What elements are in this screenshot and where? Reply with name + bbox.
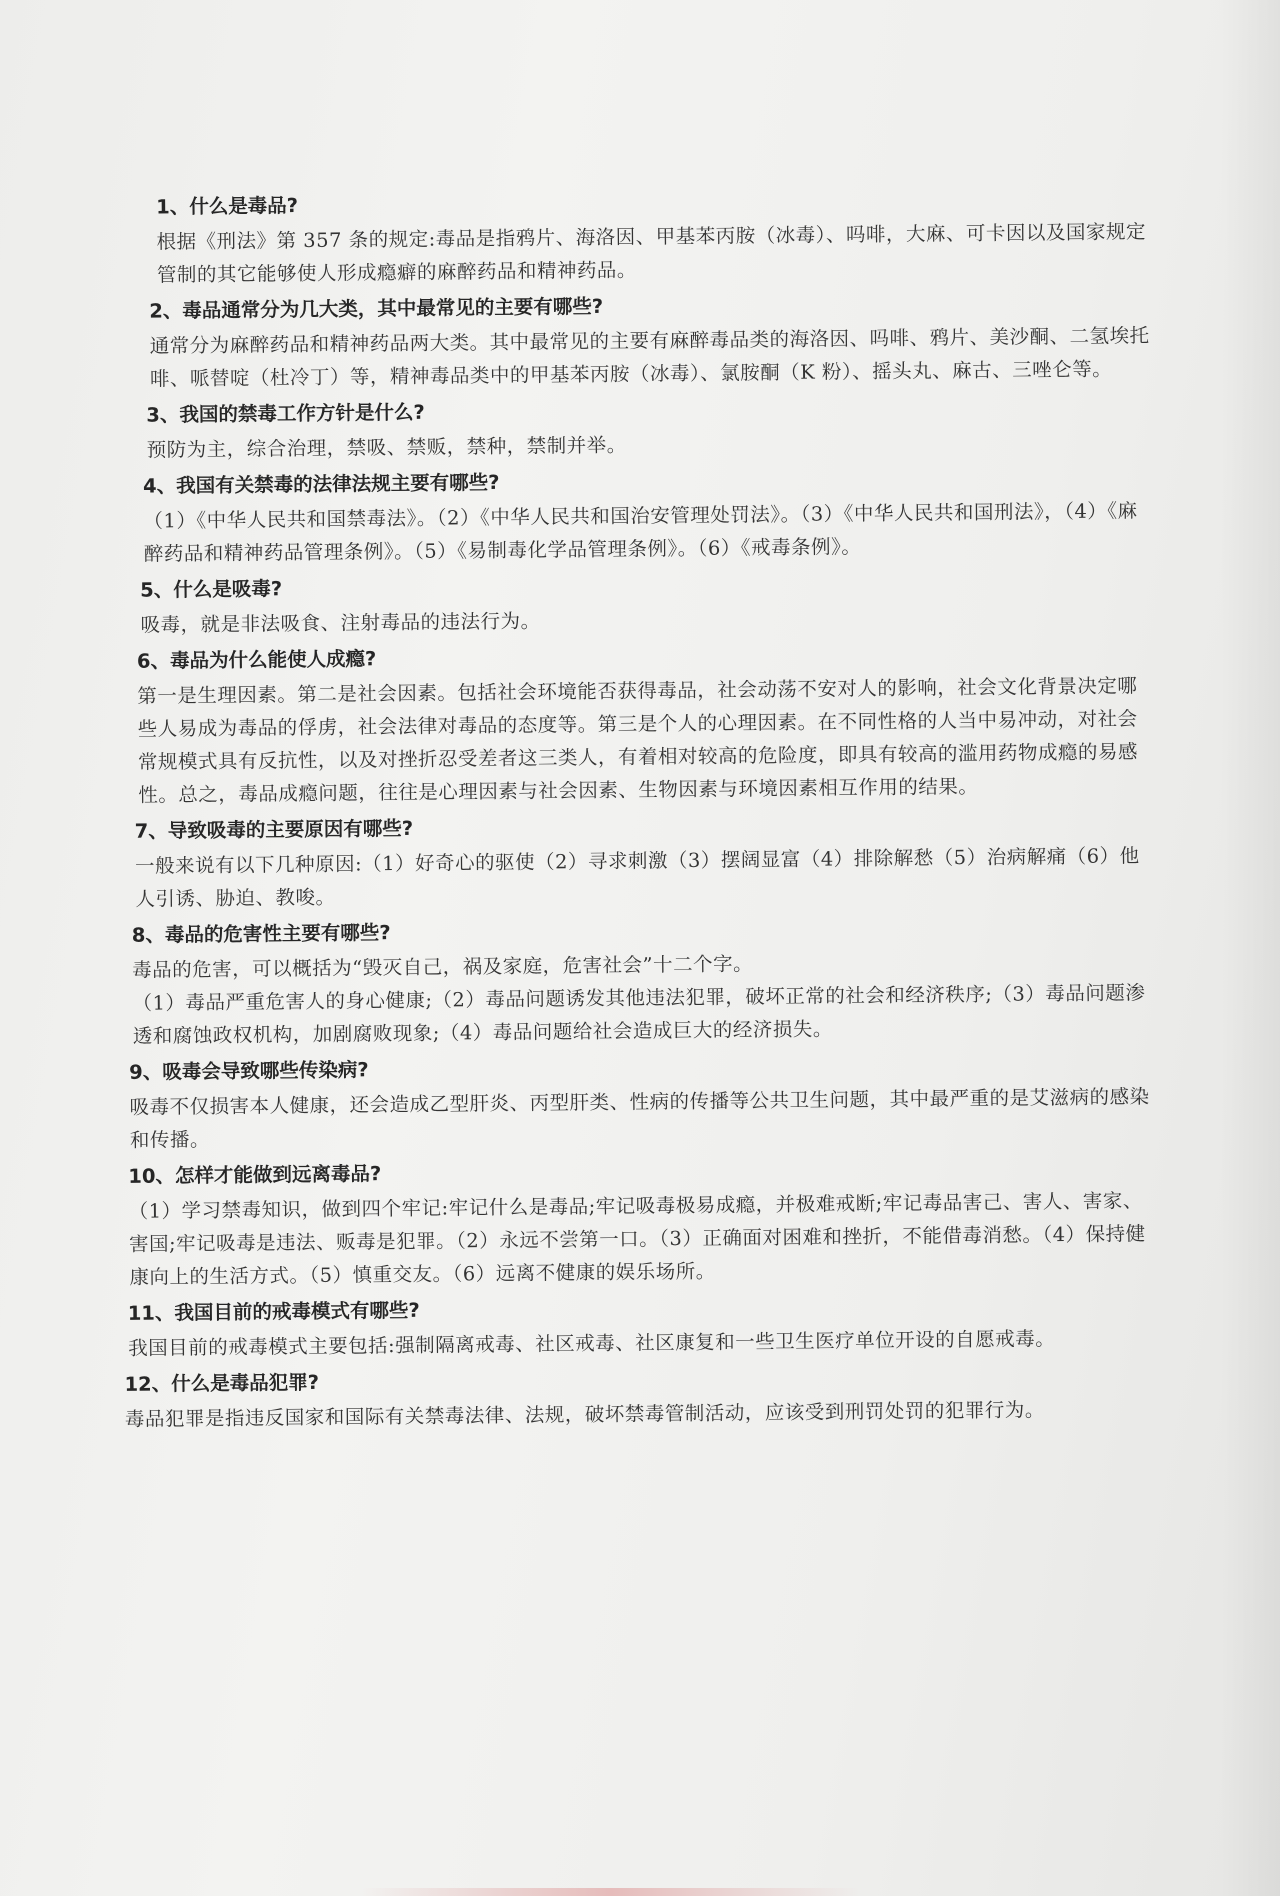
faq-question: 7、导致吸毒的主要原因有哪些?	[134, 816, 414, 843]
faq-question: 8、毒品的危害性主要有哪些?	[131, 921, 391, 947]
faq-question: 11、我国目前的戒毒模式有哪些?	[127, 1298, 420, 1325]
faq-item	[115, 803, 1156, 916]
faq-answer: 一般来说有以下几种原因:（1）好奇心的驱使（2）寻求刺激（3）摆阔显富（4）排除解愁（5）治病解痛（6）他人引诱、胁迫、教唆。	[134, 844, 1140, 911]
faq-answer: 毒品犯罪是指违反国家和国际有关禁毒法律、法规，破坏禁毒管制活动，应该受到刑罚处罚的犯罪行为。	[124, 1398, 1045, 1431]
faq-item	[111, 458, 1152, 571]
faq-answer: （1）《中华人民共和国禁毒法》。（2）《中华人民共和国治安管理处罚法》。（3）《中华人民共和国刑法》，（4）《麻醉药品和精神药品管理条例》。（5）《易制毒化学品管理条例》。（6）《戒毒条例》。	[143, 499, 1138, 566]
faq-question: 6、毒品为什么能使人成瘾?	[136, 647, 377, 673]
faq-question: 1、什么是毒品?	[156, 194, 299, 219]
faq-item	[110, 387, 1151, 467]
faq-answer: 第一是生理因素。第二是社会因素。包括社会环境能否获得毒品，社会动荡不安对人的影响，社会文化背景决定哪些人易成为毒品的俘虏，社会法律对毒品的态度等。第三是个人的心理因素。在不同性格的人当中易冲动，对社会常规模式具有反抗性，以及对挫折忍受差者这三类人，有着相对较高的危险度，即具有较高的滥用药物成瘾的易感性。总之，毒品成瘾问题，往往是心理因素与社会因素、生物因素与环境因素相互作用的结果。	[137, 674, 1139, 807]
faq-answer: 吸毒不仅损害本人健康，还会造成乙型肝炎、丙型肝类、性病的传播等公共卫生问题，其中最严重的是艾滋病的感染和传播。	[129, 1085, 1150, 1152]
faq-answer: 毒品的危害，可以概括为“毁灭自己，祸及家庭，危害社会”十二个字。	[132, 952, 754, 982]
faq-question: 5、什么是吸毒?	[140, 577, 283, 602]
bottom-edge-mark	[360, 1888, 860, 1896]
faq-item	[109, 283, 1150, 396]
faq-item	[108, 179, 1149, 292]
faq-content	[108, 179, 1181, 1438]
faq-answer: 预防为主，综合治理，禁吸、禁贩，禁种，禁制并举。	[146, 433, 627, 462]
page-shadow	[1220, 0, 1280, 1896]
faq-item	[116, 907, 1157, 1053]
faq-question: 9、吸毒会导致哪些传染病?	[129, 1058, 369, 1084]
faq-question: 3、我国的禁毒工作方针是什么?	[146, 400, 425, 427]
faq-question: 12、什么是毒品犯罪?	[124, 1370, 320, 1396]
faq-item	[118, 1148, 1159, 1294]
faq-answer: （1）学习禁毒知识，做到四个牢记:牢记什么是毒品;牢记吸毒极易成瘾，并极难戒断;牢记毒品害己、害人、害家、害国;牢记吸毒是违法、贩毒是犯罪。（2）永远不尝第一口。（3）正确面对困难和挫折，不能借毒消愁。（4）保持健康向上的生活方式。（5）慎重交友。（6）远离不健康的娱乐场所。	[128, 1189, 1146, 1289]
faq-answer: 我国目前的戒毒模式主要包括:强制隔离戒毒、社区戒毒、社区康复和一些卫生医疗单位开设的自愿戒毒。	[128, 1327, 1056, 1360]
faq-question: 2、毒品通常分为几大类，其中最常见的主要有哪些?	[149, 294, 604, 323]
faq-answer: （1）毒品严重危害人的身心健康;（2）毒品问题诱发其他违法犯罪，破坏正常的社会和经济秩序;（3）毒品问题渗透和腐蚀政权机构，加剧腐败现象;（4）毒品问题给社会造成巨大的经济损失。	[132, 981, 1146, 1048]
faq-answer: 吸毒，就是非法吸食、注射毒品的违法行为。	[140, 609, 541, 637]
faq-answer: 通常分为麻醉药品和精神药品两大类。其中最常见的主要有麻醉毒品类的海洛因、吗啡、鸦片、美沙酮、二氢埃托啡、哌替啶（杜冷丁）等，精神毒品类中的甲基苯丙胺（冰毒）、氯胺酮（K 粉）、摇头丸、麻古、三唑仑等。	[149, 324, 1150, 391]
faq-item	[117, 1044, 1158, 1157]
faq-item	[120, 1285, 1161, 1365]
faq-item	[120, 1356, 1161, 1436]
faq-question: 10、怎样才能做到远离毒品?	[128, 1162, 382, 1188]
faq-question: 4、我国有关禁毒的法律法规主要有哪些?	[142, 470, 500, 498]
faq-answer: 根据《刑法》第 357 条的规定:毒品是指鸦片、海洛因、甲基苯丙胺（冰毒）、吗啡，大麻、可卡因以及国家规定管制的其它能够使人形成瘾癖的麻醉药品和精神药品。	[156, 220, 1147, 287]
faq-item	[113, 633, 1155, 812]
faq-item	[112, 562, 1153, 642]
